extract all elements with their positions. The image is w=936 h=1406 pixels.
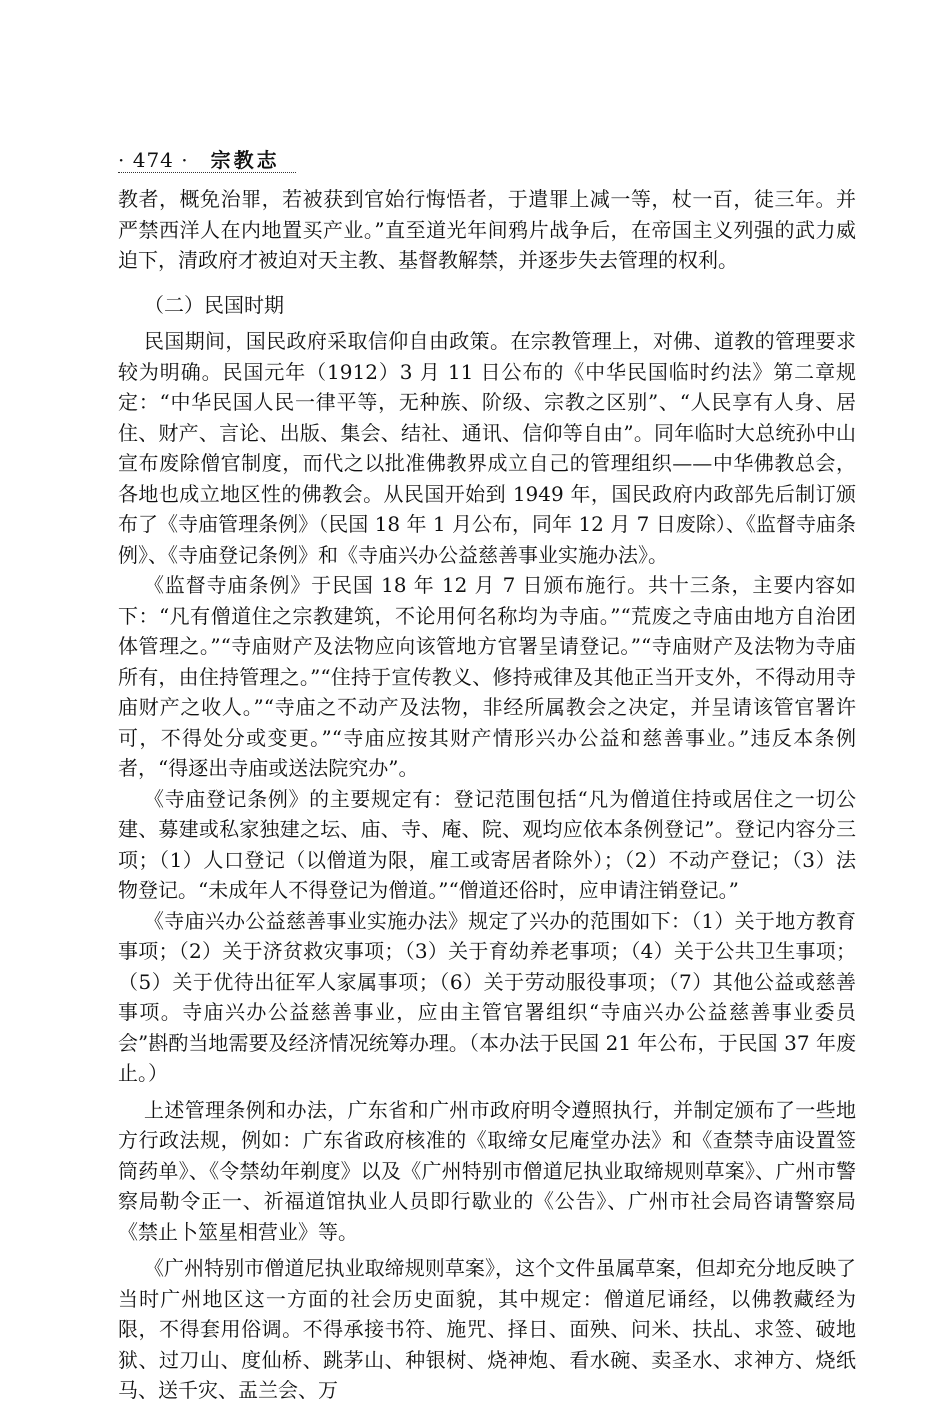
paragraph: 《寺庙兴办公益慈善事业实施办法》规定了兴办的范围如下：（1）关于地方教育事项；（2）关于济贫救灾事项；（3）关于育幼养老事项；（4）关于公共卫生事项；（5）关于优待出征军人家属事项；（6）关于劳动服役事项；（7）其他公益或慈善事项。寺庙兴办公益慈善事业，应由主管官署组织“寺庙兴办公益慈善事业委员会”斟酌当地需要及经济情况统筹办理。（本办法于民国 21 年公布，于民国 37 年废止。） [118, 908, 856, 1085]
paragraph: 《寺庙登记条例》的主要规定有：登记范围包括“凡为僧道住持或居住之一切公建、募建或私家独建之坛、庙、寺、庵、院、观均应依本条例登记”。登记内容分三项；（1）人口登记（以僧道为限，雇工或寄居者除外）；（2）不动产登记；（3）法物登记。“未成年人不得登记为僧道。”“僧道还俗时，应申请注销登记。” [118, 786, 856, 902]
paragraph: 《广州特别市僧道尼执业取缔规则草案》，这个文件虽属草案，但却充分地反映了当时广州地区这一方面的社会历史面貌，其中规定：僧道尼诵经，以佛教藏经为限，不得套用俗调。不得承接书符、施咒、择日、面殃、问米、扶乩、求签、破地狱、过刀山、度仙桥、跳茅山、种银树、烧神炮、看水碗、卖圣水、求神方、烧纸马、送千灾、盂兰会、万 [118, 1256, 856, 1402]
paragraph: 民国期间，国民政府采取信仰自由政策。在宗教管理上，对佛、道教的管理要求较为明确。民国元年（1912）3 月 11 日公布的《中华民国临时约法》第二章规定：“中华民国人民一律平等，无种族、阶级、宗教之区别”、“人民享有人身、居住、财产、言论、出版、集会、结社、通讯、信仰等自由”。同年临时大总统孙中山宣布废除僧官制度，而代之以批准佛教界成立自己的管理组织——中华佛教总会，各地也成立地区性的佛教会。从民国开始到 1949 年，国民政府内政部先后制订颁布了《寺庙管理条例》（民国 18 年 1 月公布，同年 12 月 7 日废除）、《监督寺庙条例》、《寺庙登记条例》和《寺庙兴办公益慈善事业实施办法》。 [118, 329, 856, 567]
paragraph: 《监督寺庙条例》于民国 18 年 12 月 7 日颁布施行。共十三条，主要内容如下：“凡有僧道住之宗教建筑，不论用何名称均为寺庙。”“荒废之寺庙由地方自治团体管理之。”“寺庙财产及法物应向该管地方官署呈请登记。”“寺庙财产及法物为寺庙所有，由住持管理之。”“住持于宣传教义、修持戒律及其他正当开支外，不得动用寺庙财产之收人。”“寺庙之不动产及法物，非经所属教会之决定，并呈请该管官署许可，不得处分或变更。”“寺庙应按其财产情形兴办公益和慈善事业。”违反本条例者，“得逐出寺庙或送法院究办”。 [118, 573, 856, 780]
header-rule [118, 172, 296, 173]
page-number: · 474 · [118, 148, 189, 172]
running-header [118, 146, 818, 174]
paragraph: 上述管理条例和办法，广东省和广州市政府明令遵照执行，并制定颁布了一些地方行政法规，例如：广东省政府核准的《取缔女尼庵堂办法》和《查禁寺庙设置签筒药单》、《令禁幼年剃度》以及《广州特别市僧道尼执业取缔规则草案》、广州市警察局勒令正一、祈福道馆执业人员即行歇业的《公告》、广州市社会局咨请警察局《禁止卜筮星相营业》等。 [118, 1097, 856, 1244]
paragraph-continuation: 教者，概免治罪，若被获到官始行悔悟者，于遣罪上减一等，杖一百，徒三年。并严禁西洋人在内地置买产业。”直至道光年间鸦片战争后，在帝国主义列强的武力威迫下，清政府才被迫对天主教、基督教解禁，并逐步失去管理的权利。 [118, 187, 856, 272]
section-heading: （二）民国时期 [144, 292, 284, 317]
header-title: 宗教志 [210, 148, 280, 172]
body-text [118, 184, 856, 1406]
